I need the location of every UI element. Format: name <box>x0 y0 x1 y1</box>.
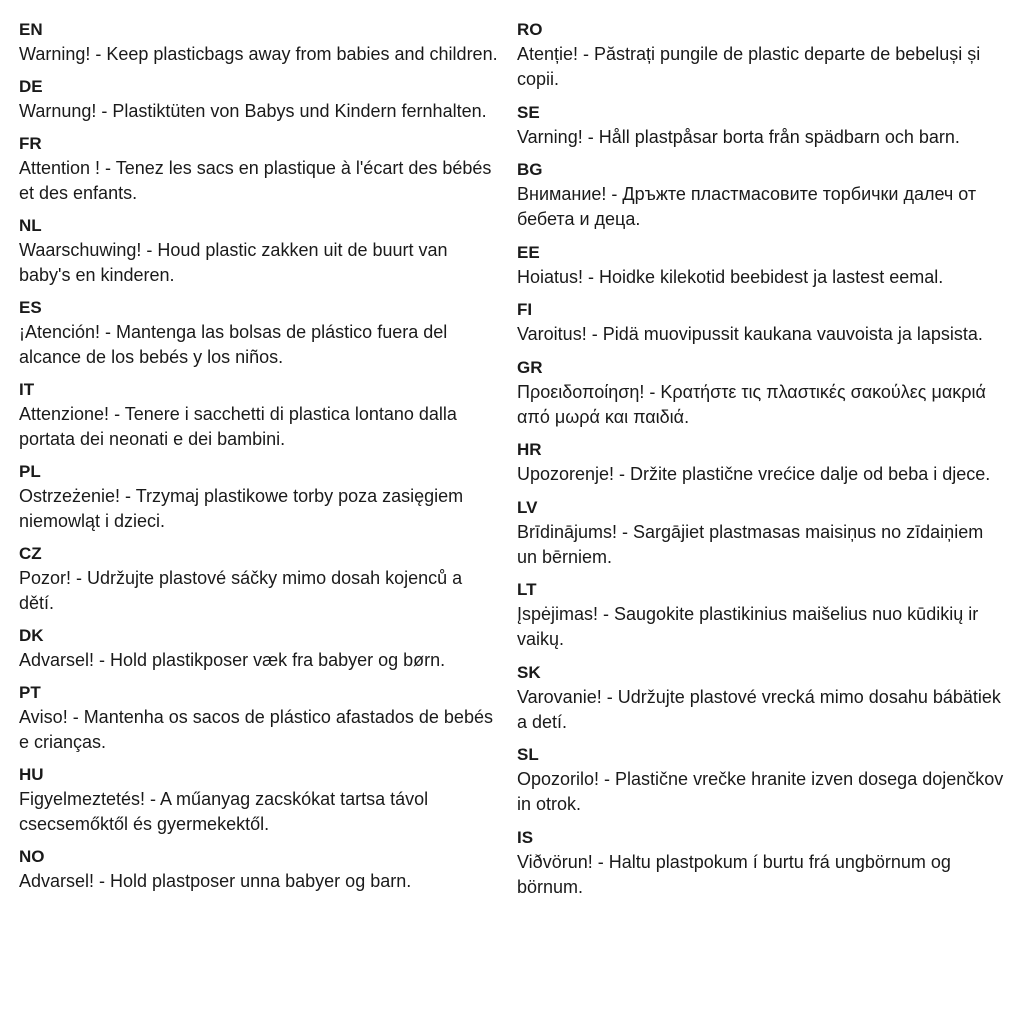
warning-entry-ee <box>517 241 1007 290</box>
left-column <box>19 18 499 902</box>
warning-text: Brīdinājums! - Sargājiet plastmasas maisiņus no zīdaiņiem un bērniem. <box>517 521 984 567</box>
warning-entry-gr <box>517 356 1007 430</box>
language-code: HU <box>19 765 44 784</box>
warning-text: Warnung! - Plastiktüten von Babys und Kindern fernhalten. <box>19 101 487 121</box>
warning-text: Figyelmeztetés! - A műanyag zacskókat tartsa távol csecsemőktől és gyermekektől. <box>19 789 429 834</box>
warning-text: Atenție! - Păstrați pungile de plastic departe de bebeluși și copii. <box>517 44 981 89</box>
language-code: EE <box>517 242 540 262</box>
warning-entry-dk <box>19 624 499 673</box>
language-code: IS <box>517 827 534 847</box>
language-code: LT <box>517 580 537 599</box>
language-code: EN <box>19 20 43 39</box>
warning-text: Внимание! - Дръжте пластмасовите торбички далеч от бебета и деца. <box>517 184 977 229</box>
warning-text: Waarschuwing! - Houd plastic zakken uit de buurt van baby's en kinderen. <box>19 240 448 285</box>
warning-entry-nl <box>19 214 499 288</box>
language-code: HR <box>517 440 542 459</box>
warning-text: Warning! - Keep plasticbags away from babies and children. <box>19 44 498 64</box>
warning-entry-lt <box>517 578 1007 652</box>
warning-text: Varoitus! - Pidä muovipussit kaukana vauvoista ja lapsista. <box>517 324 983 344</box>
warning-entry-de <box>19 75 499 124</box>
warning-entry-hr <box>517 438 1007 487</box>
warning-entry-ro <box>517 18 1007 92</box>
language-code: IT <box>19 380 35 399</box>
language-code: FR <box>19 134 42 153</box>
warning-text: Upozorenje! - Držite plastične vrećice dalje od beba i djece. <box>517 464 991 484</box>
warning-text: Opozorilo! - Plastične vrečke hranite izven dosega dojenčkov in otrok. <box>517 769 1004 814</box>
warning-entry-es <box>19 296 499 370</box>
warning-text: Advarsel! - Hold plastposer unna babyer og barn. <box>19 871 412 891</box>
language-code: SE <box>517 102 540 122</box>
language-code: BG <box>517 160 543 179</box>
language-code: PT <box>19 683 41 702</box>
warning-text: Aviso! - Mantenha os sacos de plástico afastados de bebés e crianças. <box>19 707 493 752</box>
warning-text: Hoiatus! - Hoidke kilekotid beebidest ja lastest eemal. <box>517 266 944 287</box>
language-code: PL <box>19 462 41 481</box>
warning-text: Advarsel! - Hold plastikposer væk fra babyer og børn. <box>19 650 446 670</box>
warning-text: Προειδοποίηση! - Κρατήστε τις πλαστικές σακούλες μακριά από μωρά και παιδιά. <box>517 381 986 427</box>
language-code: FI <box>517 300 533 319</box>
warning-text: Viðvörun! - Haltu plastpokum í burtu frá ungbörnum og börnum. <box>517 851 951 897</box>
language-code: LV <box>517 497 538 517</box>
language-code: NO <box>19 847 45 866</box>
warning-entry-fr <box>19 132 499 206</box>
warning-entry-hu <box>19 763 499 837</box>
warning-text: Įspėjimas! - Saugokite plastikinius maišelius nuo kūdikių ir vaikų. <box>517 604 979 649</box>
warning-text: Varovanie! - Udržujte plastové vrecká mimo dosahu bábätiek a detí. <box>517 686 1001 732</box>
warning-entry-no <box>19 845 499 894</box>
warning-entry-se <box>517 101 1007 150</box>
language-code: SK <box>517 662 541 682</box>
warning-text: Varning! - Håll plastpåsar borta från spädbarn och barn. <box>517 126 960 147</box>
language-code: DK <box>19 626 44 645</box>
warning-entry-cz <box>19 542 499 616</box>
warning-entry-lv <box>517 496 1007 570</box>
language-code: DE <box>19 77 43 96</box>
language-code: ES <box>19 298 42 317</box>
warning-entry-fi <box>517 298 1007 347</box>
language-code: NL <box>19 216 42 235</box>
right-column <box>517 18 1007 908</box>
warning-entry-sl <box>517 743 1007 817</box>
warning-entry-is <box>517 826 1007 900</box>
warning-entry-it <box>19 378 499 452</box>
language-code: CZ <box>19 544 42 563</box>
language-code: GR <box>517 357 543 377</box>
warning-text: Pozor! - Udržujte plastové sáčky mimo dosah kojenců a dětí. <box>19 568 463 613</box>
warning-entry-pt <box>19 681 499 755</box>
language-code: RO <box>517 20 543 39</box>
language-code: SL <box>517 745 539 764</box>
warning-entry-pl <box>19 460 499 534</box>
warning-entry-bg <box>517 158 1007 232</box>
warning-text: Attention ! - Tenez les sacs en plastique à l'écart des bébés et des enfants. <box>19 158 492 203</box>
warning-text: Ostrzeżenie! - Trzymaj plastikowe torby poza zasięgiem niemowląt i dzieci. <box>19 486 464 531</box>
warning-text: ¡Atención! - Mantenga las bolsas de plástico fuera del alcance de los bebés y los niños. <box>19 322 448 367</box>
warning-text: Attenzione! - Tenere i sacchetti di plastica lontano dalla portata dei neonati e dei bambini. <box>19 404 457 449</box>
warning-entry-en <box>19 18 499 67</box>
warning-entry-sk <box>517 661 1007 735</box>
